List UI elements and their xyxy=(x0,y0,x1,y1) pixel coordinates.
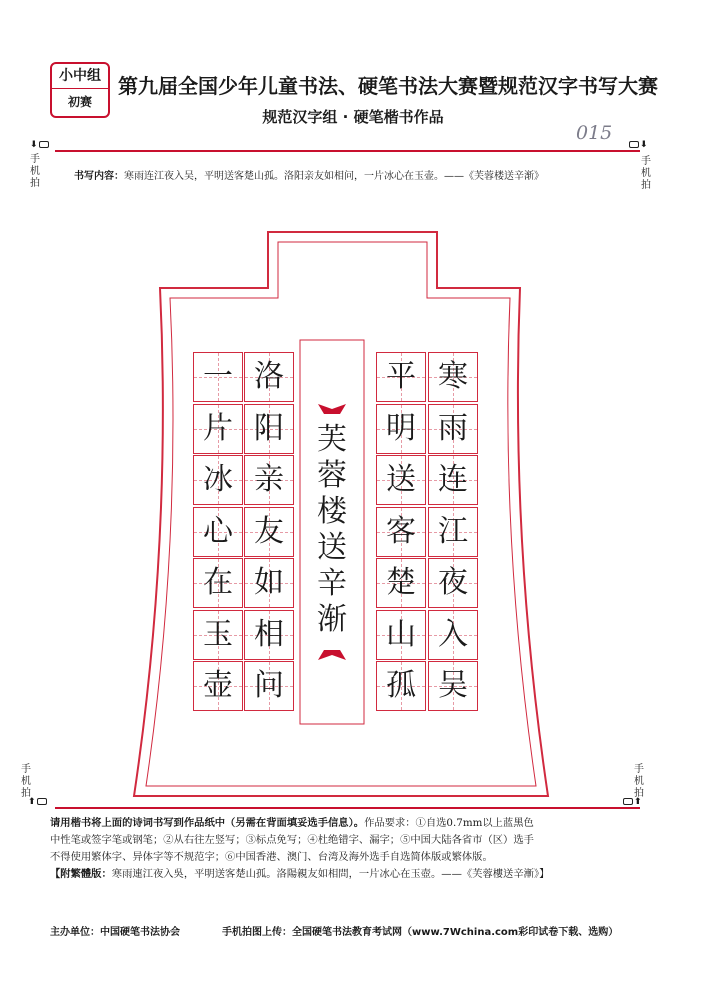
poem-title-vertical xyxy=(314,422,350,638)
poem-title-char: 蓉 xyxy=(317,458,347,493)
char-glyph: 客 xyxy=(386,513,416,549)
char-cell xyxy=(193,455,243,505)
char-glyph: 玉 xyxy=(203,616,233,652)
handwritten-entry-number: 015 xyxy=(576,122,613,144)
char-glyph: 送 xyxy=(386,462,416,497)
char-glyph: 问 xyxy=(254,668,284,703)
char-cell xyxy=(244,404,294,454)
char-cell xyxy=(376,352,426,402)
char-cell xyxy=(193,558,243,608)
char-cell xyxy=(244,455,294,505)
char-cell xyxy=(376,558,426,608)
footer-upload-info: 手机拍图上传：全国硬笔书法教育考试网（www.7Wchina.com彩印试卷下载、选购） xyxy=(222,927,619,938)
char-cell xyxy=(376,507,426,557)
char-glyph: 吴 xyxy=(438,668,468,703)
camera-marker-top-right: ⬇ xyxy=(628,140,648,150)
char-glyph: 明 xyxy=(386,410,416,446)
column-4 xyxy=(193,352,243,713)
char-glyph: 一 xyxy=(203,359,233,394)
phone-photo-label: 手机拍 xyxy=(21,764,31,799)
poem-title-char: 芙 xyxy=(317,422,347,457)
char-glyph: 阳 xyxy=(254,410,284,446)
phone-photo-label: 手机拍 xyxy=(641,156,651,191)
char-glyph: 心 xyxy=(203,513,233,549)
char-cell xyxy=(428,352,478,402)
requirements-traditional xyxy=(50,866,650,883)
poem-title-char: 送 xyxy=(317,530,347,565)
char-cell xyxy=(428,455,478,505)
char-glyph: 如 xyxy=(254,565,284,600)
requirements-line-3: 不得使用繁体字、异体字等不规范字；⑥中国香港、澳门、台湾及海外选手自选简体版或繁体版。 xyxy=(50,851,493,863)
char-glyph: 江 xyxy=(438,513,468,549)
char-glyph: 亲 xyxy=(254,462,284,497)
writing-content-text: 寒雨连江夜入吴，平明送客楚山孤。洛阳亲友如相问，一片冰心在玉壶。——《芙蓉楼送辛渐》 xyxy=(124,171,544,182)
char-glyph: 友 xyxy=(254,513,284,549)
char-glyph: 壶 xyxy=(203,668,233,703)
footer-organizer: 主办单位：中国硬笔书法协会 xyxy=(50,927,180,938)
group-main-label: 小中组 xyxy=(52,64,108,89)
page-subtitle: 规范汉字组 · 硬笔楷书作品 xyxy=(262,108,444,126)
char-cell xyxy=(244,661,294,711)
char-cell xyxy=(244,610,294,660)
char-cell xyxy=(244,507,294,557)
title-bracket-bottom xyxy=(318,650,346,660)
char-cell xyxy=(376,455,426,505)
char-glyph: 寒 xyxy=(438,359,468,394)
traditional-label: 【附繁體版： xyxy=(50,868,112,880)
char-glyph: 夜 xyxy=(438,565,468,600)
char-cell xyxy=(376,610,426,660)
poem-title-char: 渐 xyxy=(317,602,347,637)
requirements-block xyxy=(50,815,650,883)
char-cell xyxy=(428,507,478,557)
page-title: 第九届全国少年儿童书法、硬笔书法大赛暨规范汉字书写大赛 xyxy=(118,74,658,98)
group-sub-label: 初赛 xyxy=(67,95,92,109)
char-cell xyxy=(428,404,478,454)
requirements-line-1 xyxy=(50,815,650,832)
char-cell xyxy=(193,661,243,711)
char-cell xyxy=(428,610,478,660)
char-cell xyxy=(244,352,294,402)
char-glyph: 平 xyxy=(386,359,416,394)
char-cell xyxy=(376,404,426,454)
traditional-text: 寒雨連江夜入吳，平明送客楚山孤。洛陽親友如相問，一片冰心在玉壺。——《芙蓉樓送辛漸》】 xyxy=(111,868,550,880)
char-cell xyxy=(376,661,426,711)
column-3 xyxy=(244,352,294,713)
char-glyph: 雨 xyxy=(438,410,468,446)
char-glyph: 连 xyxy=(438,462,468,497)
char-cell xyxy=(193,352,243,402)
char-glyph: 在 xyxy=(203,565,233,600)
title-bracket-top xyxy=(318,404,346,414)
camera-marker-bottom-right: ⬆ xyxy=(622,797,642,807)
char-cell xyxy=(193,507,243,557)
requirements-line-1-rest: 作品要求：①自选0.7mm以上蓝黑色 xyxy=(364,817,534,829)
camera-marker-top-left: ⬇ xyxy=(30,140,50,150)
column-2 xyxy=(376,352,426,713)
char-cell xyxy=(193,404,243,454)
requirements-line-2: 中性笔或签字笔或钢笔；②从右往左竖写；③标点免写；④杜绝错字、漏字；⑤中国大陆各省市（区）选手 xyxy=(50,834,534,846)
char-glyph: 相 xyxy=(254,616,284,652)
char-glyph: 楚 xyxy=(386,565,416,600)
char-glyph: 孤 xyxy=(386,668,416,703)
char-glyph: 洛 xyxy=(254,359,284,394)
char-glyph: 冰 xyxy=(203,462,233,497)
phone-photo-label: 手机拍 xyxy=(634,764,644,799)
requirements-lead: 请用楷书将上面的诗词书写到作品纸中（另需在背面填妥选手信息）。 xyxy=(50,817,365,829)
phone-photo-label: 手机拍 xyxy=(30,154,40,189)
char-cell xyxy=(244,558,294,608)
poem-title-char: 楼 xyxy=(317,494,347,529)
char-cell xyxy=(193,610,243,660)
char-glyph: 片 xyxy=(203,410,233,446)
writing-content-label: 书写内容： xyxy=(74,171,124,182)
poem-title-char: 辛 xyxy=(317,566,347,601)
char-glyph: 入 xyxy=(438,616,468,652)
camera-marker-bottom-left: ⬆ xyxy=(28,797,48,807)
column-1 xyxy=(428,352,478,713)
char-glyph: 山 xyxy=(386,616,416,652)
char-cell xyxy=(428,661,478,711)
char-cell xyxy=(428,558,478,608)
